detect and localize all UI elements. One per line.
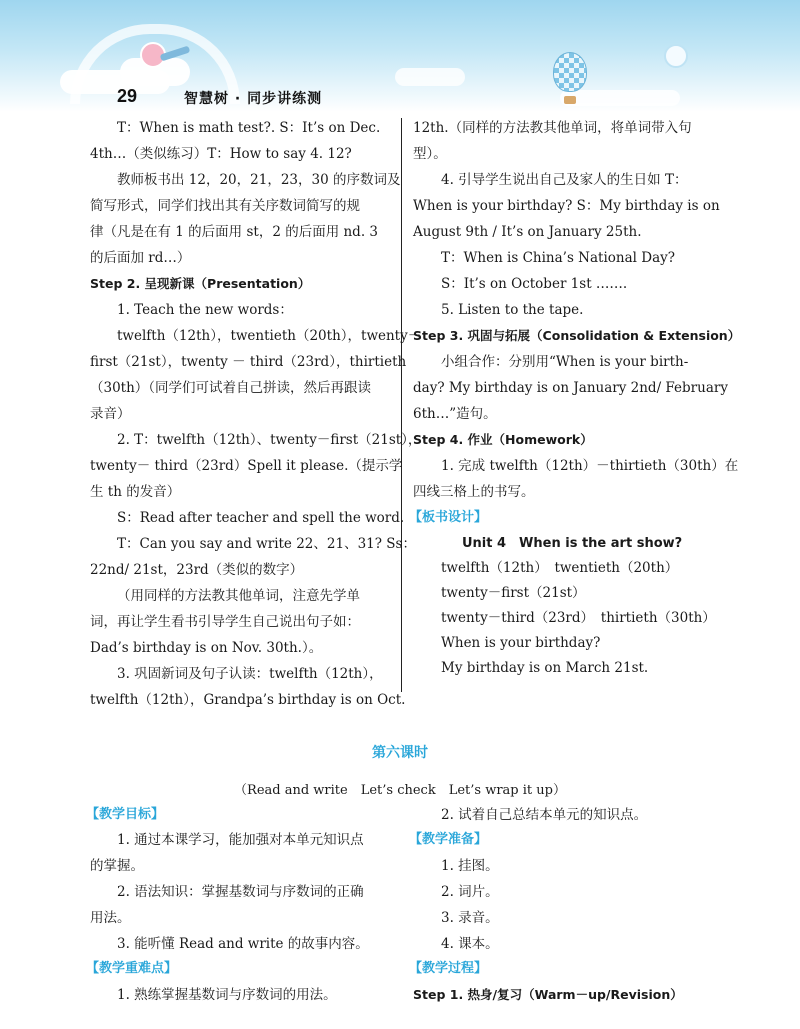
text-line: 22nd/ 21st，23rd（类似的数字） <box>90 562 304 578</box>
text-line: 词，再让学生看书引导学生自己说出句子如： <box>90 614 360 630</box>
text-line: 型）。 <box>413 146 447 162</box>
text-line: When is your birthday? <box>441 635 601 651</box>
text-line: 小组合作：分别用“When is your birth- <box>441 354 689 370</box>
text-line: 的后面加 rd…） <box>90 250 191 266</box>
text-line: 生 th 的发音） <box>90 484 181 500</box>
text-line: My birthday is on March 21st. <box>441 660 649 676</box>
text-line: 2. T：twelfth（12th）、twenty－first（21st）， <box>117 432 422 448</box>
text-line: 的掌握。 <box>90 858 144 874</box>
text-line: twelfth（12th），twentieth（20th），twenty－ <box>117 328 422 344</box>
text-line: 1. 挂图。 <box>441 858 499 874</box>
text-line: 1. 熟练掌握基数词与序数词的用法。 <box>117 987 337 1003</box>
text-line: 四线三格上的书写。 <box>413 484 535 500</box>
text-line: 3. 能听懂 Read and write 的故事内容。 <box>117 936 369 952</box>
text-line: （30th）（同学们可试着自己拼读，然后再跟读 <box>90 380 372 396</box>
text-line: 2. 试着自己总结本单元的知识点。 <box>441 807 648 823</box>
text-line: S：Read after teacher and spell the word. <box>117 510 405 526</box>
preparation-tag: 【教学准备】 <box>409 832 488 847</box>
teaching-process-tag: 【教学过程】 <box>409 961 488 976</box>
lesson-subtitle: （Read and write Let’s check Let’s wrap it up） <box>234 783 566 798</box>
text-line: When is your birthday? S：My birthday is on <box>413 198 720 214</box>
text-line: 录音） <box>90 406 131 422</box>
text-line: S：It’s on October 1st ……. <box>441 276 628 292</box>
text-line: 4. 课本。 <box>441 936 499 952</box>
text-line: twelfth（12th），Grandpa’s birthday is on Oct. <box>90 692 406 708</box>
text-line: T：When is China’s National Day? <box>441 250 676 266</box>
text-line: 1. Teach the new words： <box>117 302 293 318</box>
text-line: first（21st），twenty － third（23rd），thirtieth <box>90 354 407 370</box>
board-design-tag: 【板书设计】 <box>409 510 488 525</box>
text-line: August 9th / It’s on January 25th. <box>413 224 642 240</box>
text-line: 12th.（同样的方法教其他单词，将单词带入句 <box>413 120 692 136</box>
step-heading: Step 2. 呈现新课（Presentation） <box>90 276 311 291</box>
text-line: 2. 词片。 <box>441 884 499 900</box>
lesson-title: 第六课时 <box>372 745 428 761</box>
sun-illustration <box>664 44 688 68</box>
text-line: 6th…”造句。 <box>413 406 497 422</box>
text-line: （用同样的方法教其他单词，注意先学单 <box>117 588 360 604</box>
text-line: 1. 完成 twelfth（12th）－thirtieth（30th）在 <box>441 458 739 474</box>
step-heading: Step 4. 作业（Homework） <box>413 432 593 447</box>
text-line: 3. 录音。 <box>441 910 499 926</box>
text-line: Dad’s birthday is on Nov. 30th.）。 <box>90 640 323 656</box>
text-line: 用法。 <box>90 910 131 926</box>
teaching-goals-tag: 【教学目标】 <box>86 807 165 822</box>
column-divider <box>401 118 402 692</box>
text-line: T：When is math test?. S：It’s on Dec. <box>117 120 381 136</box>
key-points-tag: 【教学重难点】 <box>86 961 178 976</box>
book-title: 智慧树 · 同步讲练测 <box>184 91 323 107</box>
text-line: 1. 通过本课学习，能加强对本单元知识点 <box>117 832 364 848</box>
text-line: 律（凡是在有 1 的后面用 st，2 的后面用 nd. 3 <box>90 224 378 240</box>
page-header-banner <box>0 0 800 112</box>
cloud-decoration <box>560 90 680 106</box>
text-line: T：Can you say and write 22、21、31? Ss： <box>117 536 416 552</box>
step-heading: Step 1. 热身/复习（Warm－up/Revision） <box>413 987 683 1002</box>
cloud-decoration <box>395 68 465 86</box>
text-line: twelfth（12th） twentieth（20th） <box>441 560 679 576</box>
text-line: day? My birthday is on January 2nd/ February <box>413 380 728 396</box>
text-line: 2. 语法知识：掌握基数词与序数词的正确 <box>117 884 364 900</box>
text-line: twenty－ third（23rd）Spell it please.（提示学 <box>90 458 403 474</box>
text-line: 教师板书出 12，20，21，23，30 的序数词及 <box>117 172 401 188</box>
unit-heading: Unit 4 When is the art show? <box>462 536 683 551</box>
text-line: 4. 引导学生说出自己及家人的生日如 T： <box>441 172 688 188</box>
step-heading: Step 3. 巩固与拓展（Consolidation & Extension） <box>413 328 741 343</box>
text-line: 3. 巩固新词及句子认读：twelfth（12th）， <box>117 666 383 682</box>
text-line: twenty－third（23rd） thirtieth（30th） <box>441 610 716 626</box>
balloon-basket-illustration <box>564 96 576 104</box>
text-line: twenty－first（21st） <box>441 585 586 601</box>
text-line: 4th…（类似练习）T：How to say 4. 12? <box>90 146 352 162</box>
page-number: 29 <box>117 86 138 106</box>
text-line: 5. Listen to the tape. <box>441 302 584 318</box>
hot-air-balloon-illustration <box>553 52 587 92</box>
text-line: 简写形式，同学们找出其有关序数词简写的规 <box>90 198 360 214</box>
